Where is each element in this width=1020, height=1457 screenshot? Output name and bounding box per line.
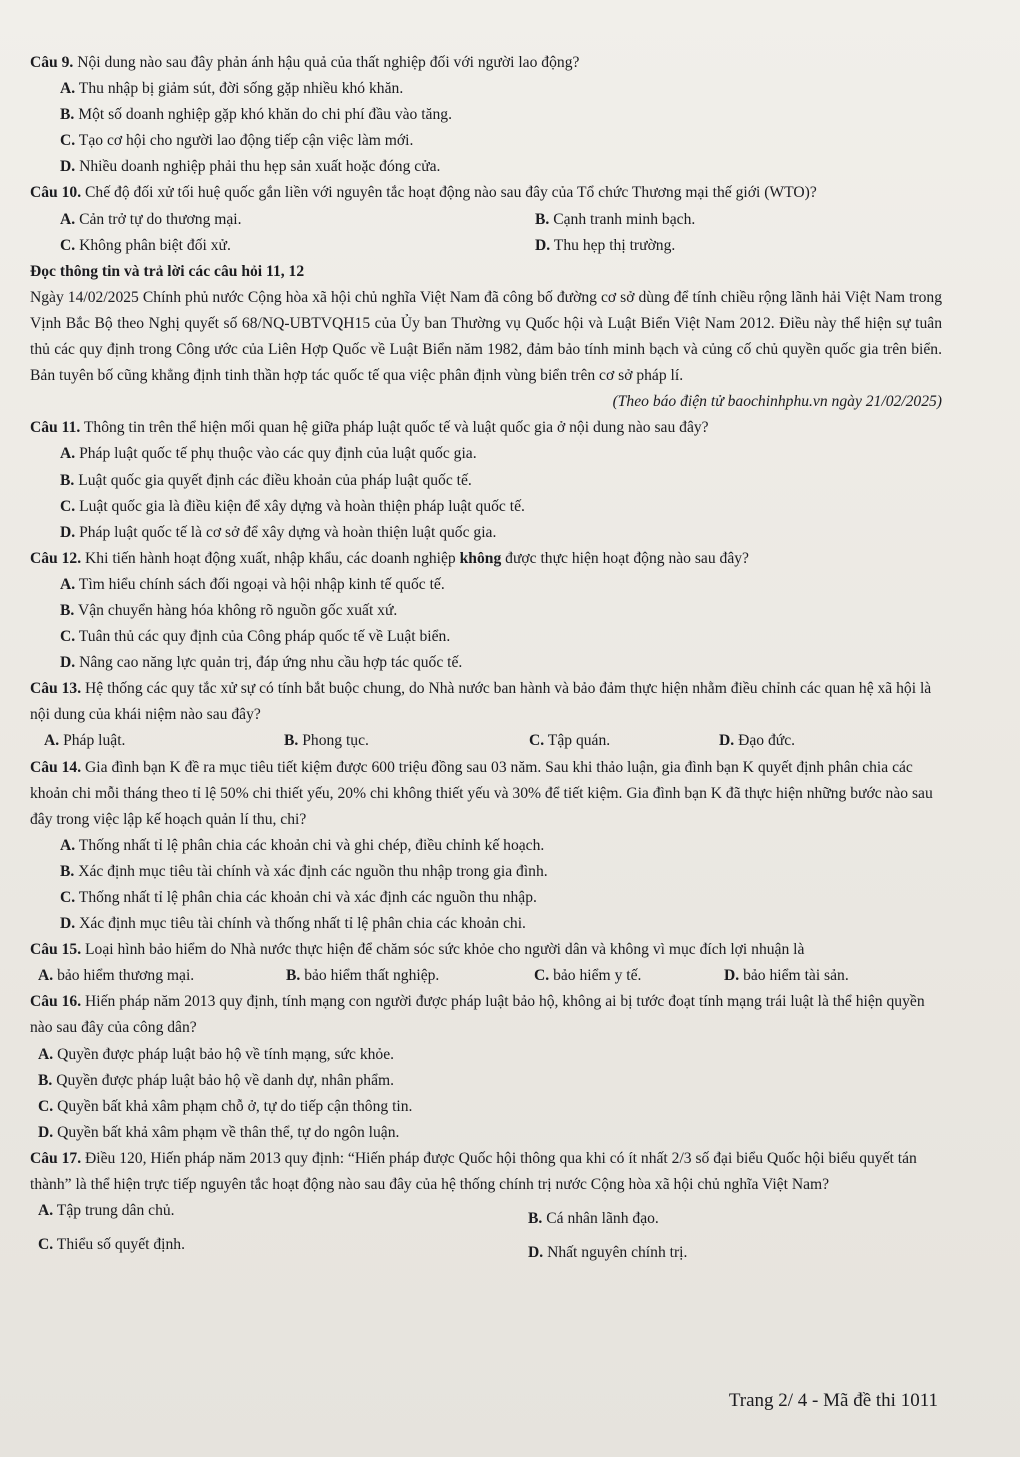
question-stem: Nội dung nào sau đây phản ánh hậu quả của thất nghiệp đối với người lao động? bbox=[77, 54, 580, 71]
question-9 bbox=[30, 50, 942, 76]
option-d: D. Nhiều doanh nghiệp phải thu hẹp sản xuất hoặc đóng cửa. bbox=[60, 158, 441, 176]
option-c: C. Thống nhất tỉ lệ phân chia các khoản chi và xác định các nguồn thu nhập. bbox=[60, 889, 537, 906]
question-stem: Thông tin trên thể hiện mối quan hệ giữa pháp luật quốc tế và luật quốc gia ở nội dung nào sau đây? bbox=[83, 419, 709, 437]
question-number: Câu 11. bbox=[30, 419, 81, 437]
option-c: C. Thiểu số quyết định. bbox=[38, 1236, 185, 1254]
question-stem-emphasis: không bbox=[459, 549, 502, 567]
question-stem: Hệ thống các quy tắc xử sự có tính bắt buộc chung, do Nhà nước ban hành và bảo đảm thực hiện nhằm điều chỉnh các quan hệ xã hội là nội dung của khái niệm nào sau đây? bbox=[30, 680, 932, 724]
option-b: B. Cạnh tranh minh bạch. bbox=[535, 210, 696, 228]
question-number: Câu 13. bbox=[30, 680, 82, 698]
question-14 bbox=[30, 755, 942, 833]
option-c: C. Tạo cơ hội cho người lao động tiếp cận việc làm mới. bbox=[60, 132, 414, 150]
reading-source: (Theo báo điện tử baochinhphu.vn ngày 21/02/2025) bbox=[612, 393, 942, 411]
question-number: Câu 14. bbox=[30, 758, 82, 776]
page-footer: Trang 2/ 4 - Mã đề thi 1011 bbox=[728, 1390, 938, 1411]
question-stem: Hiến pháp năm 2013 quy định, tính mạng con người được pháp luật bảo hộ, không ai bị tước đoạt tính mạng trái luật là thể hiện quyền nào sau đây của công dân? bbox=[30, 993, 925, 1037]
options-grid bbox=[44, 728, 942, 754]
option-b: B. Một số doanh nghiệp gặp khó khăn do chi phí đầu vào tăng. bbox=[60, 106, 452, 124]
option-a: A. Quyền được pháp luật bảo hộ về tính mạng, sức khỏe. bbox=[38, 1045, 395, 1063]
reading-passage: Ngày 14/02/2025 Chính phủ nước Cộng hòa xã hội chủ nghĩa Việt Nam đã công bố đường cơ sở dùng để tính chiều rộng lãnh hải Việt Nam trong Vịnh Bắc Bộ theo Nghị quyết số 68/NQ-UBTVQH15 của Ủy ban Thường vụ Quốc hội và Luật Biển Việt Nam 2012. Điều này thể hiện sự tuân thủ các quy định trong Công ước của Liên Hợp Quốc về Luật Biển năm 1982, đảm bảo tính minh bạch và củng cố chủ quyền quốc gia trên biển. Bản tuyên bố cũng khẳng định tinh thần hợp tác quốc tế qua việc phân định vùng biển trên cơ sở pháp lí. bbox=[30, 288, 942, 385]
option-d: D. Nhất nguyên chính trị. bbox=[528, 1244, 688, 1262]
option-c: C. Tuân thủ các quy định của Công pháp quốc tế về Luật biển. bbox=[60, 628, 451, 646]
option-a: A. Thu nhập bị giảm sút, đời sống gặp nhiều khó khăn. bbox=[60, 80, 404, 98]
question-number: Câu 15. bbox=[30, 941, 82, 959]
option-b: B. Cá nhân lãnh đạo. bbox=[528, 1210, 659, 1228]
options-grid bbox=[38, 963, 942, 989]
option-d: D. bảo hiểm tài sản. bbox=[724, 967, 849, 985]
option-d: D. Pháp luật quốc tế là cơ sở để xây dựng và hoàn thiện luật quốc gia. bbox=[60, 523, 497, 541]
option-d: D. Xác định mục tiêu tài chính và thống nhất tỉ lệ phân chia các khoản chi. bbox=[60, 915, 526, 933]
question-number: Câu 17. bbox=[30, 1149, 82, 1167]
question-number: Câu 12. bbox=[30, 549, 82, 567]
question-10 bbox=[30, 180, 942, 206]
question-17 bbox=[30, 1146, 942, 1198]
option-b: B. Xác định mục tiêu tài chính và xác định các nguồn thu nhập trong gia đình. bbox=[60, 862, 548, 880]
options-grid bbox=[60, 207, 942, 259]
question-12 bbox=[30, 546, 942, 572]
option-b: B. Vận chuyển hàng hóa không rõ nguồn gốc xuất xứ. bbox=[60, 601, 398, 619]
option-c: C. Tập quán. bbox=[529, 732, 611, 750]
option-c: C. Quyền bất khả xâm phạm chỗ ở, tự do tiếp cận thông tin. bbox=[38, 1097, 413, 1115]
options-grid bbox=[38, 1198, 942, 1266]
question-stem: Loại hình bảo hiểm do Nhà nước thực hiện để chăm sóc sức khỏe cho người dân và không vì mục đích lợi nhuận là bbox=[85, 941, 805, 959]
option-d: D. Quyền bất khả xâm phạm về thân thể, tự do ngôn luận. bbox=[38, 1123, 400, 1141]
option-d: D. Nâng cao năng lực quản trị, đáp ứng nhu cầu hợp tác quốc tế. bbox=[60, 654, 463, 672]
question-15 bbox=[30, 937, 942, 963]
question-13 bbox=[30, 676, 942, 728]
option-b: B. Quyền được pháp luật bảo hộ về danh dự, nhân phẩm. bbox=[38, 1071, 395, 1089]
question-stem: Chế độ đối xử tối huệ quốc gắn liền với nguyên tắc hoạt động nào sau đây của Tổ chức Thương mại thế giới (WTO)? bbox=[85, 184, 817, 202]
option-c: C. Luật quốc gia là điều kiện để xây dựng và hoàn thiện pháp luật quốc tế. bbox=[60, 497, 525, 515]
question-stem: Điều 120, Hiến pháp năm 2013 quy định: “Hiến pháp được Quốc hội thông qua khi có ít nhất 2/3 số đại biểu Quốc hội biểu quyết tán thành” là thể hiện trực tiếp nguyên tắc hoạt động nào sau đây của hệ thống chính trị nước Cộng hòa xã hội chủ nghĩa Việt Nam? bbox=[30, 1149, 917, 1194]
option-d: D. Thu hẹp thị trường. bbox=[535, 236, 676, 254]
question-stem: Khi tiến hành hoạt động xuất, nhập khẩu, các doanh nghiệp bbox=[85, 549, 460, 567]
option-a: A. Cản trở tự do thương mại. bbox=[60, 210, 242, 228]
option-a: A. bảo hiểm thương mại. bbox=[38, 967, 195, 985]
option-a: A. Pháp luật. bbox=[44, 732, 126, 750]
exam-content bbox=[30, 50, 942, 1266]
question-stem: Gia đình bạn K đề ra mục tiêu tiết kiệm được 600 triệu đồng sau 03 năm. Sau khi thảo luận, gia đình bạn K quyết định phân chia các khoản chi mỗi tháng theo tỉ lệ 50% chi thiết yếu, 20% chi không thiết yếu và 30% để tiết kiệm. Gia đình bạn K đã thực hiện những bước nào sau đây trong việc lập kế hoạch quản lí thu, chi? bbox=[30, 758, 933, 828]
reading-title: Đọc thông tin và trả lời các câu hỏi 11, 12 bbox=[30, 262, 305, 280]
question-number: Câu 16. bbox=[30, 993, 82, 1011]
option-a: A. Pháp luật quốc tế phụ thuộc vào các quy định của luật quốc gia. bbox=[60, 445, 477, 463]
option-b: B. Phong tục. bbox=[284, 732, 369, 750]
question-11 bbox=[30, 415, 942, 441]
question-number: Câu 9. bbox=[30, 54, 74, 71]
option-a: A. Thống nhất tỉ lệ phân chia các khoản chi và ghi chép, điều chỉnh kế hoạch. bbox=[60, 836, 545, 854]
option-a: A. Tìm hiểu chính sách đối ngoại và hội nhập kinh tế quốc tế. bbox=[60, 575, 445, 593]
question-number: Câu 10. bbox=[30, 184, 82, 202]
option-d: D. Đạo đức. bbox=[719, 732, 796, 750]
question-16 bbox=[30, 989, 942, 1041]
option-b: B. bảo hiểm thất nghiệp. bbox=[286, 967, 440, 985]
option-a: A. Tập trung dân chủ. bbox=[38, 1202, 175, 1220]
option-c: C. bảo hiểm y tế. bbox=[534, 967, 642, 985]
option-c: C. Không phân biệt đối xử. bbox=[60, 236, 231, 254]
option-b: B. Luật quốc gia quyết định các điều khoản của pháp luật quốc tế. bbox=[60, 471, 472, 489]
question-stem-tail: được thực hiện hoạt động nào sau đây? bbox=[501, 549, 749, 567]
